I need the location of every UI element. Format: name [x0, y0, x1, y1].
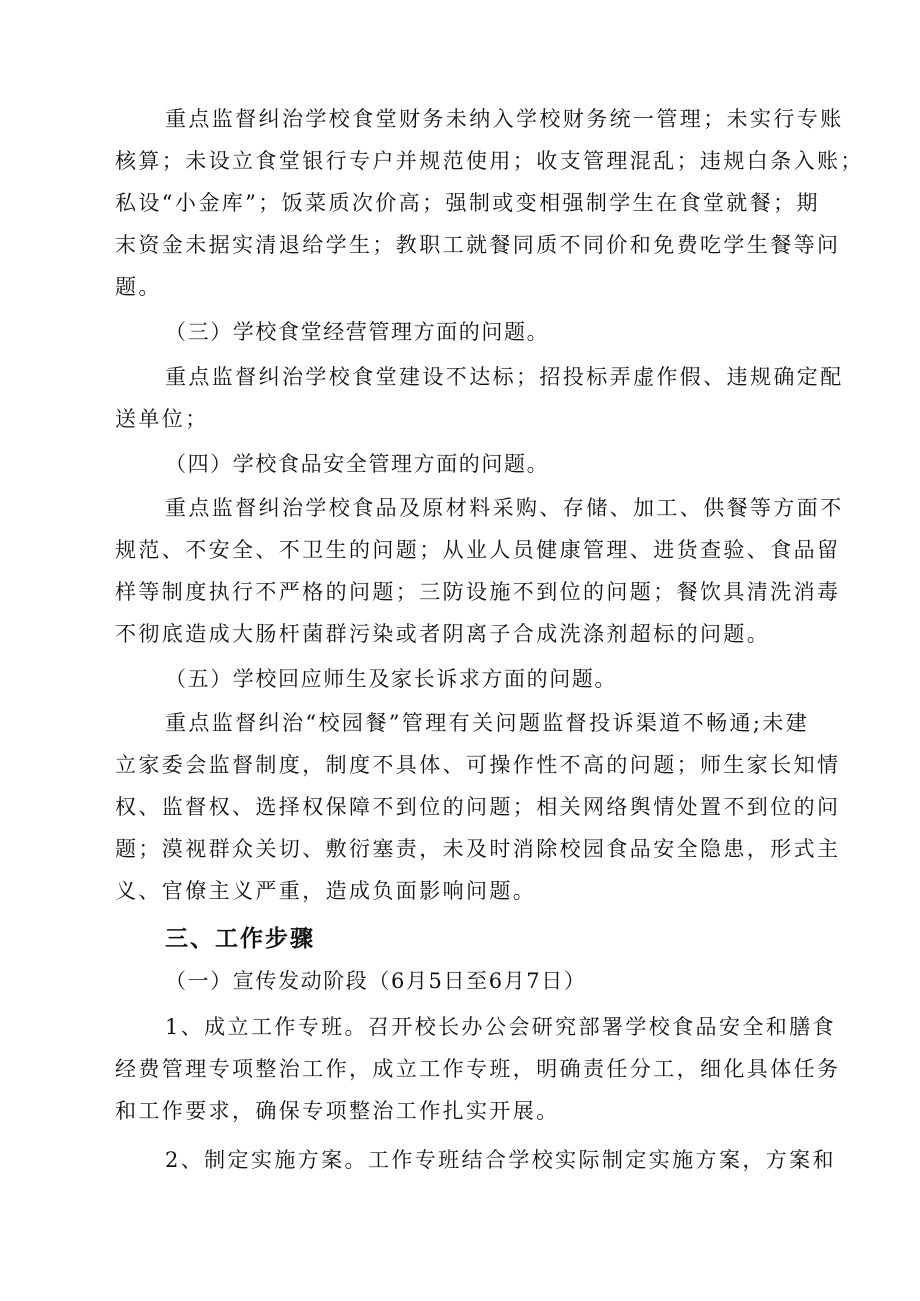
paragraph-line: 2、制定实施方案。工作专班结合学校实际制定实施方案，方案和: [165, 1148, 836, 1172]
paragraph-line: 重点监督纠治学校食堂建设不达标；招投标弄虚作假、违规确定配: [165, 365, 844, 389]
paragraph-line: 不彻底造成大肠杆菌群污染或者阴离子合成洗涤剂超标的问题。: [115, 622, 771, 646]
paragraph-line: 送单位；: [115, 407, 209, 431]
paragraph-line: 1、成立工作专班。召开校长办公会研究部署学校食品安全和膳食: [165, 1015, 836, 1039]
paragraph-line: 核算；未设立食堂银行专户并规范使用；收支管理混乱；违规白条入账；: [115, 149, 864, 173]
paragraph-line: 题。: [115, 275, 162, 299]
subheading-appeals: （五）学校回应师生及家长诉求方面的问题。: [165, 667, 617, 691]
subheading-food-safety: （四）学校食品安全管理方面的问题。: [165, 452, 550, 476]
paragraph-line: 权、监督权、选择权保障不到位的问题；相关网络舆情处置不到位的问: [115, 795, 841, 819]
paragraph-line: 题；漠视群众关切、敷衍塞责，未及时消除校园食品安全隐患，形式主: [115, 837, 841, 861]
subheading-canteen-operation: （三）学校食堂经营管理方面的问题。: [165, 320, 550, 344]
paragraph-line: 重点监督纠治学校食品及原材料采购、存储、加工、供餐等方面不: [165, 496, 844, 520]
paragraph-line: 规范、不安全、不卫生的问题；从业人员健康管理、进货查验、食品留: [115, 538, 841, 562]
section-heading-work-steps: 三、工作步骤: [165, 926, 315, 952]
paragraph-line: 义、官僚主义严重，造成负面影响问题。: [115, 879, 537, 903]
paragraph-line: 末资金未据实清退给学生；教职工就餐同质不同价和免费吃学生餐等问: [115, 233, 841, 257]
paragraph-line: 样等制度执行不严格的问题；三防设施不到位的问题；餐饮具清洗消毒: [115, 580, 841, 604]
paragraph-line: 和工作要求，确保专项整治工作扎实开展。: [115, 1099, 560, 1123]
paragraph-line: 重点监督纠治“校园餐”管理有关问题监督投诉渠道不畅通;未建: [165, 711, 810, 735]
paragraph-line: 私设“小金库”；饭菜质次价高；强制或变相强制学生在食堂就餐；期: [115, 191, 820, 215]
paragraph-line: 立家委会监督制度，制度不具体、可操作性不高的问题；师生家长知情: [115, 753, 841, 777]
paragraph-line: 经费管理专项整治工作，成立工作专班，明确责任分工，细化具体任务: [115, 1057, 841, 1081]
paragraph-line: 重点监督纠治学校食堂财务未纳入学校财务统一管理；未实行专账: [165, 107, 844, 131]
subheading-publicity-stage: （一）宣传发动阶段（6月5日至6月7日）: [165, 969, 587, 993]
